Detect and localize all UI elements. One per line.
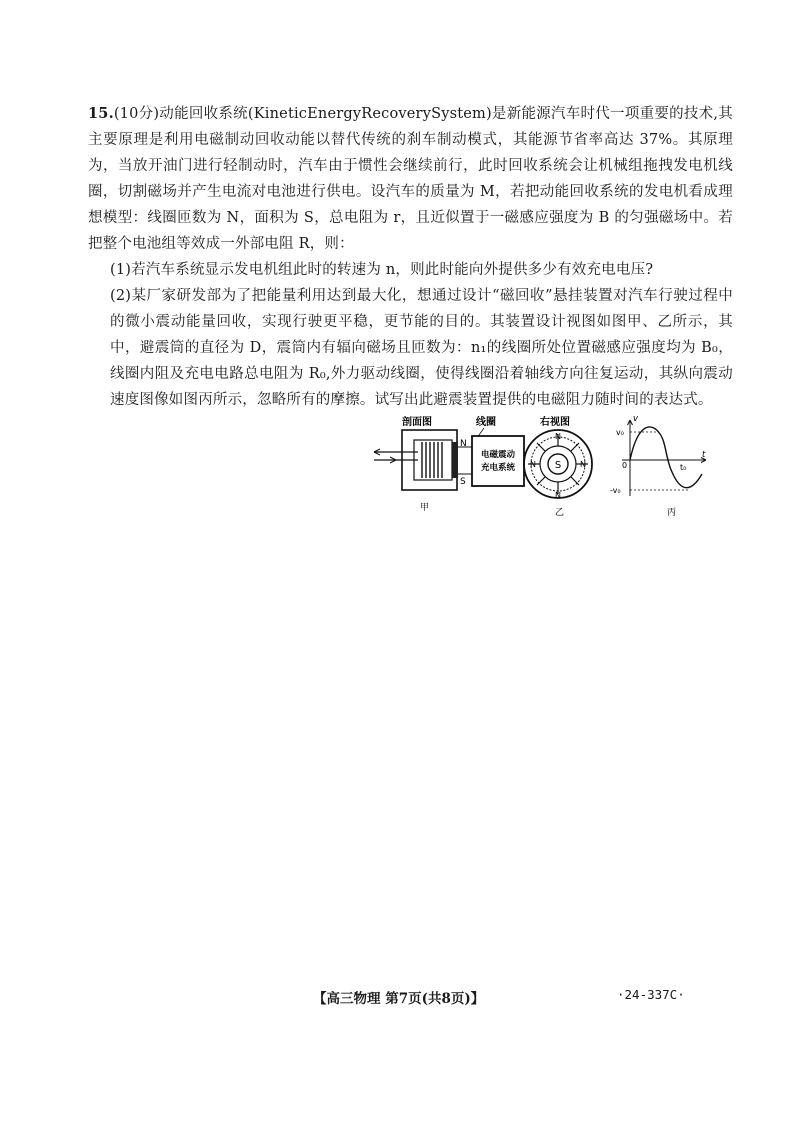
page-footer bbox=[0, 987, 800, 1009]
charging-box-line1: 电磁震动 bbox=[480, 450, 516, 460]
label-coil: 线圈 bbox=[476, 417, 496, 428]
pole-n-right: N bbox=[580, 460, 586, 469]
axis-v-label: v bbox=[633, 414, 639, 424]
pole-n-left: N bbox=[530, 460, 536, 469]
sub-question-1: (1)若汽车系统显示发电机组此时的转速为 n，则此时能向外提供多少有效充电电压? bbox=[110, 262, 654, 278]
caption-c: 丙 bbox=[667, 508, 677, 517]
origin-label: 0 bbox=[622, 461, 628, 470]
footer-page-info: 【高三物理 第7页(共8页)】 bbox=[313, 991, 485, 1007]
magnet-core bbox=[452, 442, 458, 478]
question-stem: 动能回收系统(KineticEnergyRecoverySystem)是新能源汽车时代一项重要的技术,其主要原理是利用电磁制动回收动能以替代传统的刹车制动模式，其能源节省率高达 37%。其原理为，当放开油门进行轻制动时，汽车由于惯性会继续前行，此时回收系统会让机械组拖拽发电机线圈，切割磁场并产生电流对电池进行供电。设汽车的质量为 M，若把动能回收系统的发电机看成理想模型：线圈匝数为 N，面积为 S，总电阻为 r，且近似置于一磁感应强度为 B 的匀强磁场中。若把整个电池组等效成一外部电阻 R，则： bbox=[88, 106, 733, 252]
question-intro bbox=[88, 101, 733, 257]
label-right-view: 右视图 bbox=[540, 417, 570, 428]
t0-label: t₀ bbox=[680, 463, 687, 472]
question-15 bbox=[88, 101, 733, 413]
sub-question-2: (2)某厂家研发部为了把能量利用达到最大化，想通过设计“磁回收”悬挂装置对汽车行驶过程中的微小震动能量回收，实现行驶更平稳，更节能的目的。其装置设计视图如图甲、乙所示，其中，避震筒的直径为 D，震筒内有辐向磁场且匝数为：n₁的线圈所处位置磁感应强度均为 B₀，线圈内阻及充电电路总电阻为 R₀,外力驱动线圈，使得线圈沿着轴线方向往复运动，其纵向震动速度图像如图丙所示，忽略所有的摩擦。试写出此避震装置提供的电磁阻力随时间的表达式。 bbox=[110, 288, 733, 408]
figure-svg bbox=[372, 412, 708, 517]
pole-s-a: S bbox=[460, 477, 466, 487]
velocity-curve bbox=[630, 427, 702, 488]
caption-b: 乙 bbox=[555, 508, 565, 517]
charging-box-line2: 充电系统 bbox=[480, 463, 516, 473]
figure-diagrams bbox=[372, 412, 708, 517]
pole-s-center: S bbox=[554, 460, 562, 471]
charging-system-box bbox=[472, 436, 524, 486]
footer-code: ·24-337C· bbox=[617, 987, 685, 1002]
question-number: 15. bbox=[88, 105, 114, 122]
label-section-view: 剖面图 bbox=[402, 417, 432, 428]
pole-n-a: N bbox=[460, 439, 467, 449]
pole-n-top: N bbox=[555, 432, 561, 441]
velocity-graph-c bbox=[610, 414, 706, 517]
caption-a: 甲 bbox=[420, 503, 430, 513]
pole-n-bottom: N bbox=[555, 491, 561, 500]
neg-v0-label: -v₀ bbox=[610, 486, 621, 495]
right-view-b bbox=[524, 430, 592, 517]
axis-t-label: t bbox=[702, 450, 706, 460]
section-view-a bbox=[374, 430, 524, 513]
question-score: (10分) bbox=[113, 106, 160, 122]
v0-label: v₀ bbox=[616, 428, 624, 437]
cylinder-inner bbox=[414, 440, 452, 480]
